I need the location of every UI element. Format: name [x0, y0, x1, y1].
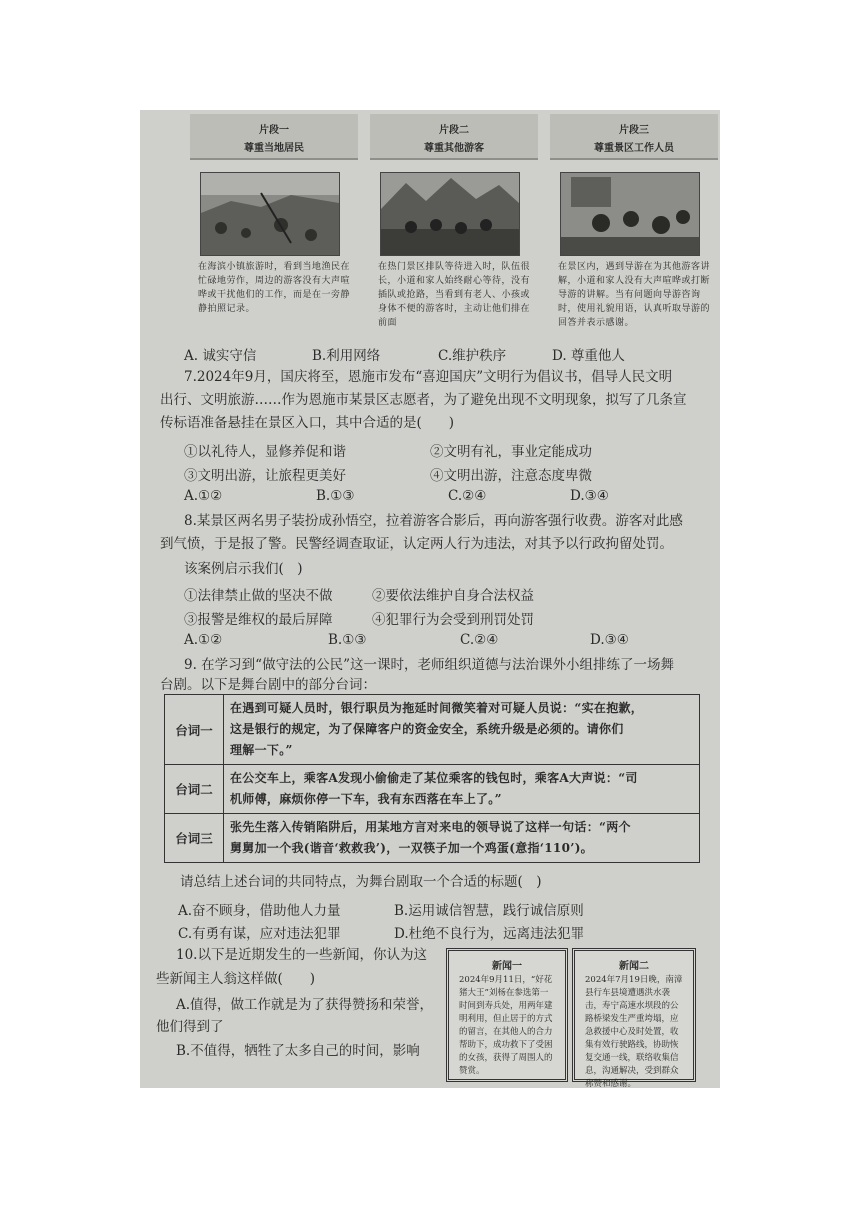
q6-option-d: D. 尊重他人: [552, 348, 625, 364]
line-header: 台词二: [165, 765, 224, 814]
q9-ask: 请总结上述台词的共同特点，为舞台剧取一个合适的标题( ): [180, 874, 542, 890]
q10-option-a-cont: 他们得到了: [156, 1019, 224, 1035]
cartoon-title: 片段一: [259, 125, 289, 136]
cartoon-caption: 在热门景区排队等待进入时，队伍很长，小道和家人始终耐心等待，没有插队或抢路，当看到有老人、小孩或身体不便的游客时，主动让他们排在前面: [378, 262, 531, 328]
fishing-village-image: [200, 172, 340, 256]
cartoon-1: [190, 114, 358, 344]
cartoon-subtitle: 尊重景区工作人员: [594, 143, 674, 154]
q6-option-c: C.维护秩序: [438, 348, 507, 364]
q7-option-b: B.①③: [316, 488, 355, 504]
line-header: 台词一: [165, 695, 224, 765]
scenic-queue-image: [380, 172, 520, 256]
news-box-1: [446, 948, 568, 1082]
cartoon-caption: 在海滨小镇旅游时，看到当地渔民在忙碌地劳作，周边的游客没有大声喧哗或干扰他们的工作，而是在一旁静静拍照记录。: [198, 262, 351, 314]
line-text: 这是银行的规定，为了保障客户的资金安全，系统升级是必须的。请你们: [230, 722, 624, 736]
line-text: 在公交车上，乘客A发现小偷偷走了某位乘客的钱包时，乘客A大声说：“司: [230, 771, 638, 785]
line-header: 台词三: [165, 814, 224, 863]
news-body: 2024年9月11日，“好花猪大王”刘杨在参选第一时间到寿兵处，用两年建明利用，但止居于的方式的留言，在其他人的合力帮助下，成功救下了受困的女孩，获得了周围人的赞赏。: [459, 975, 553, 1076]
cartoon-3: [550, 114, 718, 344]
line-text: 舅舅加一个我(谐音‘救救我’)，一双筷子加一个鸡蛋(意指‘110’)。: [230, 841, 593, 855]
q7-option-a: A.①②: [184, 488, 223, 504]
news-title: 新闻一: [492, 961, 522, 972]
q7-stem: 传标语准备悬挂在景区入口，其中合适的是( ): [160, 415, 455, 431]
table-row: [165, 814, 700, 863]
line-text: 机师傅，麻烦你停一下车，我有东西落在车上了。”: [230, 792, 502, 806]
q6-option-b: B.利用网络: [312, 348, 381, 364]
table-row: [165, 695, 700, 765]
cartoon-banner: [370, 114, 538, 160]
table-row: [165, 765, 700, 814]
q8-statement-2: ②要依法维护自身合法权益: [372, 588, 534, 604]
news-body: 2024年7月19日晚，南漳县行车县境遭遇洪水袭击，寿宁高速水坝段的公路桥梁发生严重垮塌，应急救援中心及时处置，收集有效行驶路线，协助恢复交通一线，联络收集信息，沟通解决，受到群众称赞和感谢。: [585, 975, 683, 1088]
q9-stem: 9. 在学习到“做守法的公民”这一课时，老师组织道德与法治课外小组排练了一场舞: [184, 657, 674, 673]
script-lines-table: [164, 694, 700, 863]
q8-statement-3: ③报警是维权的最后屏障: [184, 612, 333, 628]
q10-option-b: B.不值得，牺牲了太多自己的时间，影响: [176, 1043, 420, 1059]
q8-statement-1: ①法律禁止做的坚决不做: [184, 588, 333, 604]
q9-option-d: D.杜绝不良行为，远离违法犯罪: [394, 926, 585, 942]
q7-statement-1: ①以礼待人，显修养促和谐: [184, 444, 346, 460]
q8-stem: 该案例启示我们( ): [184, 561, 303, 577]
cartoon-title: 片段二: [439, 125, 469, 136]
exam-page: [140, 110, 720, 1088]
q9-option-b: B.运用诚信智慧，践行诚信原则: [394, 903, 584, 919]
q7-stem: 出行、文明旅游……作为恩施市某景区志愿者，为了避免出现不文明现象，拟写了几条宣: [160, 392, 687, 408]
q8-stem: 8.某景区两名男子装扮成孙悟空，拉着游客合影后，再向游客强行收费。游客对此感: [184, 513, 683, 529]
cartoon-banner: [550, 114, 718, 160]
q8-option-b: B.①③: [328, 632, 367, 648]
line-content: [224, 765, 700, 814]
cartoon-2: [370, 114, 538, 344]
line-text: 张先生落入传销陷阱后，用某地方言对来电的领导说了这样一句话：“两个: [230, 820, 631, 834]
cartoon-subtitle: 尊重当地居民: [244, 143, 304, 154]
line-content: [224, 695, 700, 765]
tour-guide-image: [560, 172, 700, 256]
cartoon-title: 片段三: [619, 125, 649, 136]
line-content: [224, 814, 700, 863]
q9-stem: 台剧。以下是舞台剧中的部分台词：: [160, 677, 376, 693]
cartoon-subtitle: 尊重其他游客: [424, 143, 484, 154]
q8-option-d: D.③④: [590, 632, 629, 648]
q10-stem: 10.以下是近期发生的一些新闻，你认为这: [176, 947, 427, 963]
q7-statement-4: ④文明出游，注意态度卑微: [430, 468, 592, 484]
q10-option-a: A.值得，做工作就是为了获得赞扬和荣誉，: [176, 997, 434, 1013]
q6-option-a: A. 诚实守信: [184, 348, 257, 364]
cartoon-banner: [190, 114, 358, 160]
q7-stem: 7.2024年9月，国庆将至，恩施市发布“喜迎国庆”文明行为倡议书，倡导人民文明: [184, 369, 673, 385]
q7-option-c: C.②④: [448, 488, 487, 504]
q8-option-a: A.①②: [184, 632, 223, 648]
cartoon-caption: 在景区内，遇到导游在为其他游客讲解，小道和家人没有大声喧哗或打断导游的讲解。当有问题向导游咨询时，使用礼貌用语，认真听取导游的回答并表示感谢。: [558, 262, 711, 328]
q8-statement-4: ④犯罪行为会受到刑罚处罚: [372, 612, 534, 628]
q8-stem: 到气愤，于是报了警。民警经调查取证，认定两人行为违法，对其予以行政拘留处罚。: [160, 536, 673, 552]
line-text: 理解一下。”: [230, 743, 293, 757]
q7-option-d: D.③④: [570, 488, 609, 504]
news-box-2: [572, 948, 696, 1088]
q7-statement-3: ③文明出游，让旅程更美好: [184, 468, 346, 484]
q9-option-c: C.有勇有谋，应对违法犯罪: [178, 926, 341, 942]
news-title: 新闻二: [619, 961, 649, 972]
q10-stem: 些新闻主人翁这样做( ): [156, 971, 316, 987]
q8-option-c: C.②④: [460, 632, 499, 648]
line-text: 在遇到可疑人员时，银行职员为拖延时间微笑着对可疑人员说：“实在抱歉，: [230, 701, 644, 715]
q7-statement-2: ②文明有礼，事业定能成功: [430, 444, 592, 460]
q9-option-a: A.奋不顾身，借助他人力量: [178, 903, 341, 919]
